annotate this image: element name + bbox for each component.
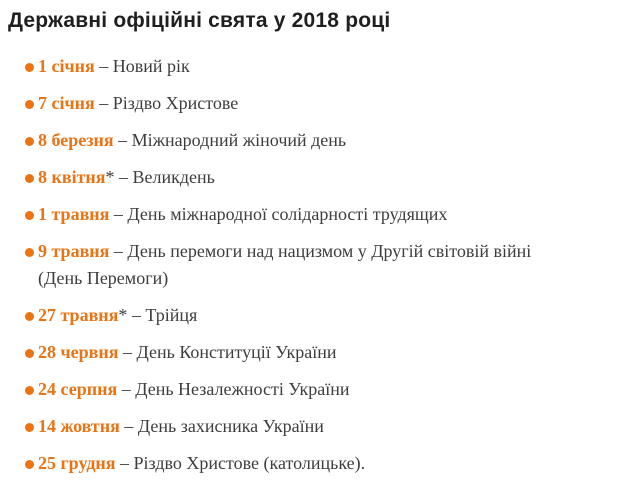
holiday-item: [25, 302, 630, 329]
holiday-description: Трійця: [145, 305, 198, 325]
bullet-icon: [25, 211, 34, 220]
bullet-icon: [25, 100, 34, 109]
holiday-date: 8 квітня: [38, 167, 106, 187]
holiday-description: День перемоги над нацизмом у Другій світовій війні: [127, 241, 532, 261]
holiday-date: 25 грудня: [38, 453, 116, 473]
holiday-item: [25, 53, 630, 80]
holidays-list: [8, 53, 630, 477]
holiday-separator: –: [119, 416, 138, 436]
holiday-separator: –: [94, 93, 113, 113]
holiday-date: 27 травня: [38, 305, 119, 325]
holiday-separator: –: [118, 342, 137, 362]
footnote-asterisk: *: [105, 167, 115, 187]
bullet-icon: [25, 312, 34, 321]
holiday-item: [25, 376, 630, 403]
holiday-description: День захисника України: [137, 416, 324, 436]
holiday-item: [25, 201, 630, 228]
holiday-date: 7 січня: [38, 93, 95, 113]
holiday-item: [25, 90, 630, 117]
bullet-icon: [25, 174, 34, 183]
page-title: Державні офіційні свята у 2018 році: [8, 9, 391, 32]
bullet-icon: [25, 137, 34, 146]
bullet-icon: [25, 248, 34, 257]
footnote-asterisk: *: [118, 305, 128, 325]
holiday-description: Різдво Христове (католицьке).: [133, 453, 366, 473]
holiday-separator: –: [94, 56, 113, 76]
holiday-description: День Незалежності України: [135, 379, 350, 399]
holiday-date: 24 серпня: [38, 379, 118, 399]
bullet-icon: [25, 63, 34, 72]
holiday-item: [25, 164, 630, 191]
holiday-separator: –: [115, 453, 134, 473]
holiday-description-line2: (День Перемоги): [38, 268, 169, 288]
holiday-description: Новий рік: [112, 56, 190, 76]
holiday-separator: –: [109, 204, 128, 224]
holiday-date: 14 жовтня: [38, 416, 120, 436]
holiday-item: [25, 238, 630, 292]
holiday-date: 8 березня: [38, 130, 114, 150]
holiday-date: 28 червня: [38, 342, 119, 362]
holiday-description: Великдень: [132, 167, 215, 187]
holiday-description: Міжнародний жіночий день: [131, 130, 347, 150]
holiday-item: [25, 127, 630, 154]
bullet-icon: [25, 460, 34, 469]
bullet-icon: [25, 386, 34, 395]
holiday-date: 1 січня: [38, 56, 95, 76]
holiday-date: 1 травня: [38, 204, 110, 224]
holiday-description: День Конституції України: [136, 342, 337, 362]
holiday-separator: –: [117, 379, 136, 399]
holiday-separator: –: [114, 167, 133, 187]
holiday-item: [25, 339, 630, 366]
holiday-description: День міжнародної солідарності трудящих: [127, 204, 448, 224]
holiday-date: 9 травня: [38, 241, 110, 261]
holiday-separator: –: [113, 130, 132, 150]
holiday-description: Різдво Христове: [112, 93, 239, 113]
holiday-item: [25, 413, 630, 440]
holiday-separator: –: [109, 241, 128, 261]
bullet-icon: [25, 423, 34, 432]
holiday-separator: –: [127, 305, 146, 325]
holiday-item: [25, 450, 630, 477]
bullet-icon: [25, 349, 34, 358]
